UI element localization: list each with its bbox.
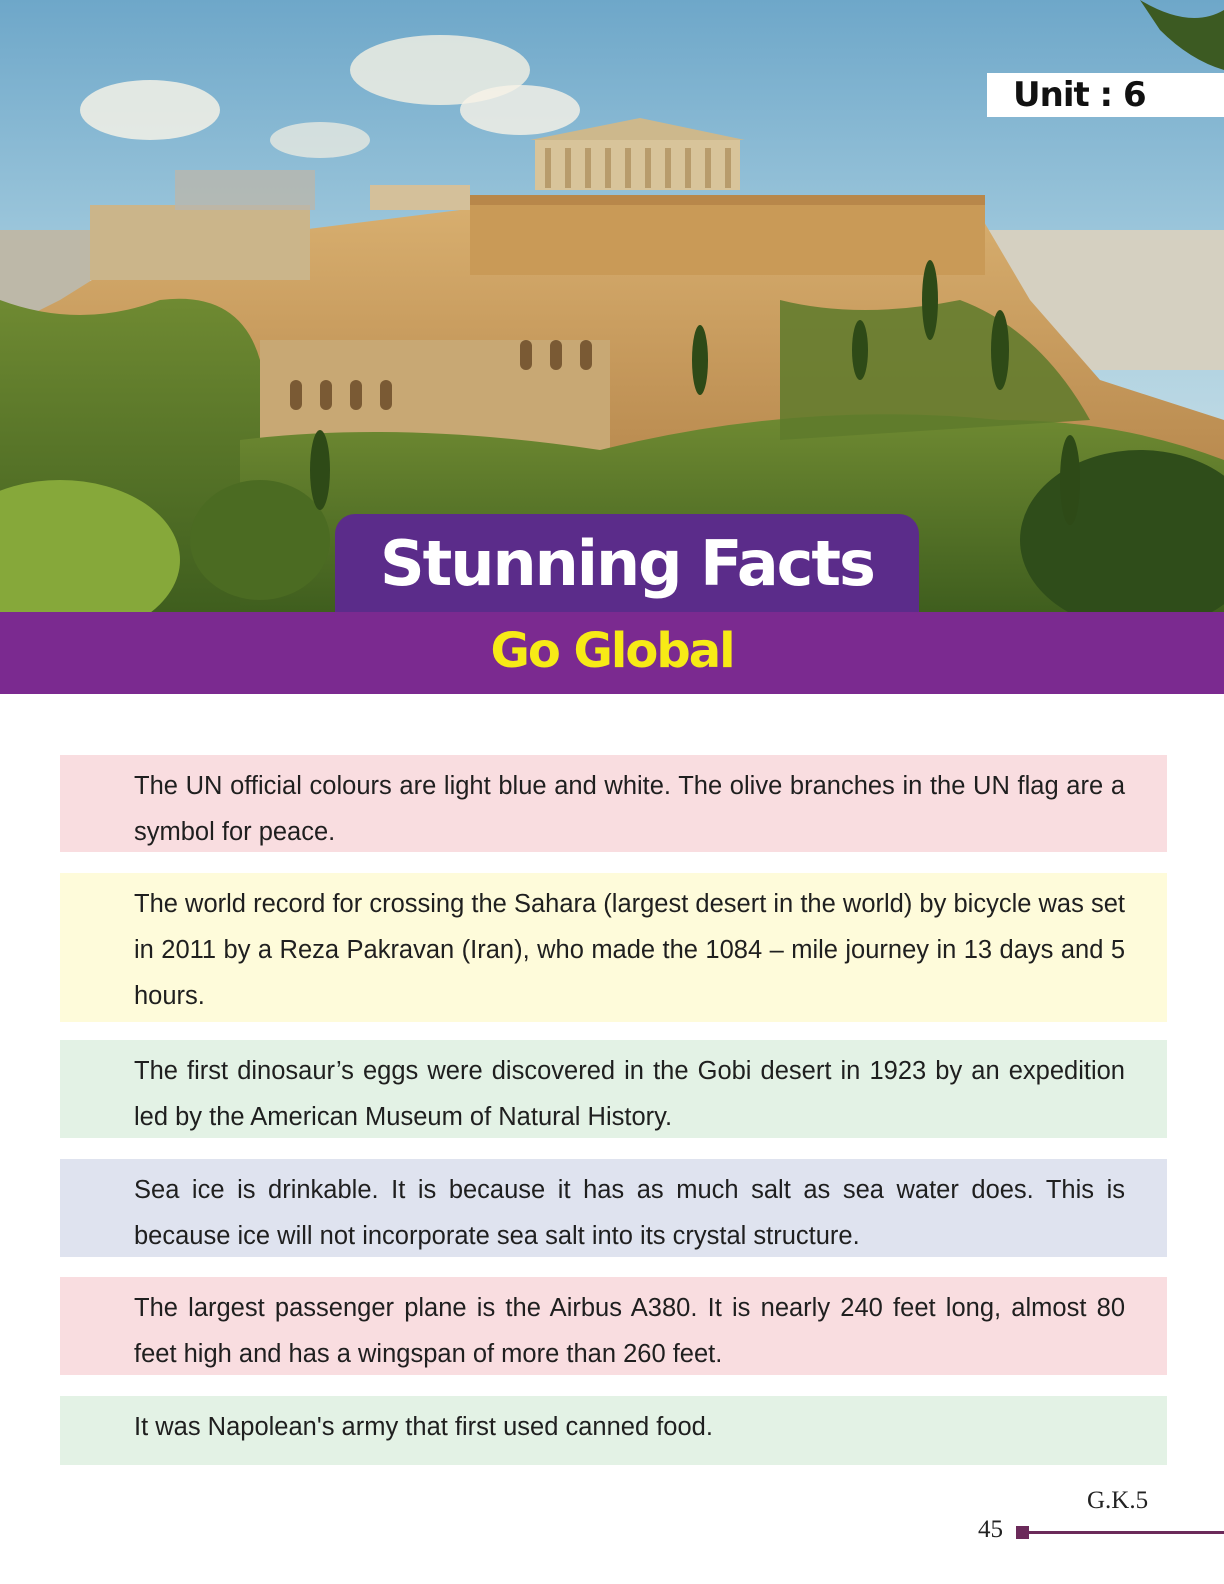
page-number: 45	[978, 1516, 1003, 1543]
fact-text: Sea ice is drinkable. It is because it has as much salt as sea water does. This is because ice will not incorporate sea salt into its crystal structure.	[134, 1176, 1125, 1250]
fact-text: The UN official colours are light blue and white. The olive branches in the UN flag are a symbol for peace.	[134, 772, 1125, 846]
unit-label: Unit : 6	[987, 73, 1224, 117]
fact-box-4	[60, 1159, 1167, 1257]
page-subtitle: Go Global	[0, 612, 1224, 694]
footer-square-marker	[1016, 1526, 1029, 1539]
fact-box-2	[60, 873, 1167, 1022]
fact-box-1	[60, 755, 1167, 852]
fact-text: It was Napolean's army that first used canned food.	[134, 1413, 713, 1441]
fact-box-6	[60, 1396, 1167, 1465]
book-code: G.K.5	[1087, 1487, 1149, 1514]
footer-rule	[1029, 1531, 1224, 1534]
page-title: Stunning Facts	[335, 514, 919, 614]
fact-text: The world record for crossing the Sahara (largest desert in the world) by bicycle was set in 2011 by a Reza Pakravan (Iran), who made the 1084 – mile journey in 13 days and 5 hours.	[134, 890, 1125, 1010]
fact-box-3	[60, 1040, 1167, 1138]
fact-text: The first dinosaur’s eggs were discovered in the Gobi desert in 1923 by an expedition led by the American Museum of Natural History.	[134, 1057, 1125, 1131]
fact-box-5	[60, 1277, 1167, 1375]
fact-text: The largest passenger plane is the Airbus A380. It is nearly 240 feet long, almost 80 feet high and has a wingspan of more than 260 feet.	[134, 1294, 1125, 1368]
